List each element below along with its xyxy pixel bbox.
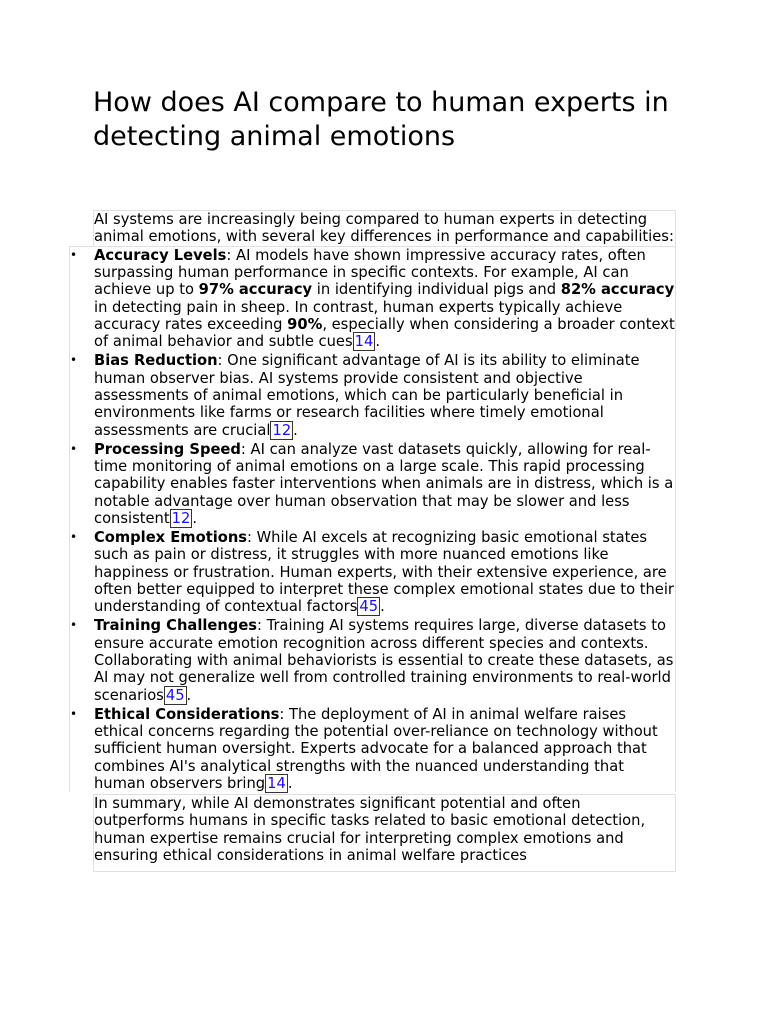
item-text: : AI can analyze vast datasets quickly, allowing for real-time monitoring of animal emotions on a large scale. This rapid processing capability enables faster interventions when animals are in distress, which is a notable advantage over human observation that may be slower and less consistent [94, 440, 674, 528]
intro-paragraph: AI systems are increasingly being compared to human experts in detecting animal emotions, with several key differences in performance and capabilities: [93, 210, 676, 246]
bullet-icon: • [70, 247, 78, 262]
highlight-stat: 82% accuracy [560, 281, 675, 299]
item-heading: Accuracy Levels [94, 246, 227, 264]
bullet-icon: • [70, 618, 78, 633]
item-text: : AI models have shown impressive accuracy rates, often surpassing human performance in specific contexts. For example, AI can achieve up to [94, 246, 646, 299]
item-end: . [293, 421, 298, 439]
item-text: : Training AI systems requires large, diverse datasets to ensure accurate emotion recognition across different species and contexts. Collaborating with animal behaviorists is essential to create these datasets, as AI may not generalize well from controlled training environments to real-world scenarios [94, 617, 674, 704]
item-heading: Ethical Considerations [94, 705, 280, 723]
item-text: in identifying individual pigs and [312, 281, 561, 299]
list-item [70, 617, 675, 704]
bullet-icon: • [70, 529, 78, 544]
bullet-icon: • [70, 441, 78, 456]
highlight-stat: 90% [287, 316, 323, 334]
item-end: . [287, 774, 293, 792]
citation-link[interactable]: 45 [359, 598, 379, 616]
list-item [70, 246, 675, 351]
item-text: : While AI excels at recognizing basic emotional states such as pain or distress, it struggles with more nuanced emotions like happiness or frustration. Human experts, with their extensive experience, are often better equipped to interpret these complex emotional states due to their understanding of contextual factors [94, 528, 674, 616]
bullet-icon: • [70, 353, 78, 368]
summary-paragraph: In summary, while AI demonstrates significant potential and often outperforms humans in specific tasks related to basic emotional detection, human expertise remains crucial for interpreting complex emotions and ensuring ethical considerations in animal welfare practices [93, 794, 676, 872]
bullet-icon: • [70, 706, 78, 721]
item-heading: Bias Reduction [94, 352, 218, 370]
item-heading: Training Challenges [94, 617, 258, 635]
list-item [70, 705, 675, 793]
list-item [70, 440, 675, 528]
citation-link[interactable]: 12 [171, 510, 191, 528]
article-body [70, 210, 676, 872]
item-text: : The deployment of AI in animal welfare raises ethical concerns regarding the potential over-reliance on technology without sufficient human oversight. Experts advocate for a balanced approach that combines AI's analytical strengths with the nuanced understanding that human observers bring [94, 705, 658, 792]
highlight-stat: 97% accuracy [198, 281, 313, 299]
item-heading: Complex Emotions [94, 528, 248, 546]
page-title: How does AI compare to human experts in detecting animal emotions [93, 87, 669, 152]
item-text: in detecting pain in sheep. In contrast, human experts typically achieve accuracy rates exceeding [94, 298, 623, 334]
citation-link[interactable]: 14 [267, 774, 286, 792]
item-end: . [192, 510, 197, 528]
item-heading: Processing Speed [94, 440, 241, 458]
list-item [70, 352, 675, 439]
item-end: . [375, 333, 380, 351]
item-text: , especially when considering a broader context of animal behavior and subtle cues [94, 316, 675, 351]
item-end: . [186, 686, 192, 704]
citation-link[interactable]: 45 [165, 686, 185, 704]
item-text: : One significant advantage of AI is its ability to eliminate human observer bias. AI systems provide consistent and objective assessments of animal emotions, which can be particularly beneficial in environments like farms or research facilities where timely emotional assessments are crucial [94, 352, 640, 439]
citation-link[interactable]: 14 [354, 333, 374, 351]
comparison-list [69, 246, 676, 793]
item-end: . [380, 598, 385, 616]
list-item [70, 528, 675, 616]
citation-link[interactable]: 12 [272, 421, 292, 439]
